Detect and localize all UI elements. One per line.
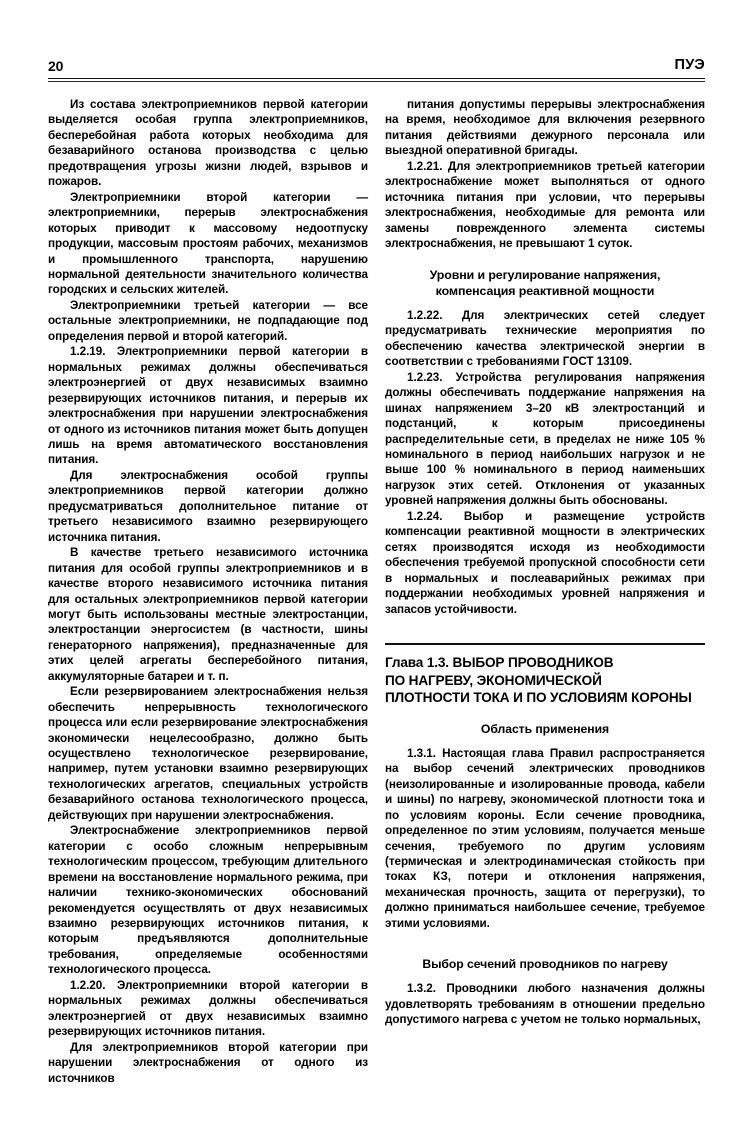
clause-text: Электроприемники второй категории в нормальных режимах должны обеспечиваться электроэнергией от двух независимых взаимно резервирующих источников питания. bbox=[48, 978, 368, 1039]
paragraph-clause-1-2-22 bbox=[385, 308, 705, 370]
right-column bbox=[385, 97, 705, 1077]
clause-number: 1.2.22. bbox=[407, 308, 443, 322]
clause-text: Настоящая глава Правил распространяется на выбор сечений электрических проводников (неизолированные и изолированные провода, кабели и шины) по нагреву, экономической плотности тока и по условиям короны. Если сечение проводника, определенное по этим условиям, получается меньше сечения, требуемого по другим условиям (термическая и электродинамическая стойкость при токах КЗ, потери и отклонения напряжения, механическая прочность, защита от перегрузки), то должно приниматься наибольшее сечение, требуемое этими условиями. bbox=[385, 746, 705, 930]
subheading-scope: Область применения bbox=[480, 721, 610, 736]
paragraph: Электроприемники второй категории — электроприемники, перерыв электроснабжения которых приводит к массовому недоотпуску продукции, массовым простоям рабочих, механизмов и промышленного транспорта, нарушению нормальной деятельности значительного количества городских и сельских жителей. bbox=[48, 190, 368, 297]
paragraph: Из состава электроприемников первой категории выделяется особая группа электроприемников, бесперебойная работа которых необходима для безаварийного останова производства с целью предотвращения угрозы жизни людей, взрывов и пожаров. bbox=[48, 98, 368, 189]
paragraph-clause-1-3-1 bbox=[385, 746, 705, 931]
clause-number: 1.3.1. bbox=[407, 746, 436, 760]
paragraph: Для электроснабжения особой группы электроприемников первой категории должно предусматриваться дополнительное питание от третьего независимого взаимно резервирующего источника питания. bbox=[48, 468, 368, 544]
header-rule bbox=[48, 78, 705, 82]
section-heading bbox=[385, 267, 705, 299]
clause-number: 1.2.19. bbox=[70, 345, 106, 359]
chapter-heading-line-1: Глава 1.3. ВЫБОР ПРОВОДНИКОВ bbox=[385, 655, 614, 670]
paragraph-clause-1-2-19 bbox=[48, 344, 368, 468]
paragraph-clause-1-2-20 bbox=[48, 978, 368, 1040]
paragraph: Если резервированием электроснабжения нельзя обеспечить непрерывность технологического процесса или если резервирование электроснабжения экономически нецелесообразно, должно быть осуществлено технологическое резервирование, например, путем установки взаимно резервирующих технологических агрегатов, специальных устройств безаварийного останова технологического процесса, действующих при нарушении электроснабжения. bbox=[48, 685, 368, 822]
clause-number: 1.2.20. bbox=[70, 978, 106, 992]
page-number: 20 bbox=[48, 57, 64, 74]
clause-number: 1.2.21. bbox=[407, 159, 443, 173]
paragraph: питания допустимы перерывы электроснабжения на время, необходимое для включения резервного питания действиями дежурного персонала или выездной оперативной бригады. bbox=[385, 98, 705, 158]
paragraph-clause-1-2-23 bbox=[385, 370, 705, 509]
clause-text: Для электроприемников третьей категории электроснабжение может выполняться от одного источника питания при условии, что перерывы электроснабжения, необходимые для ремонта или замены поврежденного элемента системы электроснабжения, не превышают 1 суток. bbox=[385, 159, 705, 251]
clause-text: Проводники любого назначения должны удовлетворять требованиям в отношении предельно допустимого нагрева с учетом не только нормальных, bbox=[385, 982, 705, 1027]
left-column bbox=[48, 97, 368, 1085]
chapter-heading-line-3: ПЛОТНОСТИ ТОКА И ПО УСЛОВИЯМ КОРОНЫ bbox=[385, 690, 692, 706]
chapter-divider-rule bbox=[385, 643, 705, 645]
paragraph: Электроприемники третьей категории — все остальные электроприемники, не подпадающие под определения первой и второй категорий. bbox=[48, 298, 368, 343]
clause-number: 1.2.23. bbox=[407, 370, 443, 384]
clause-text: Электроприемники первой категории в нормальных режимах должны обеспечиваться электроэнергией от двух независимых взаимно резервирующих источников питания, и перерыв их электроснабжения при нарушении электроснабжения от одного из источников питания может быть допущен лишь на время автоматического восстановления питания. bbox=[48, 345, 368, 467]
body-columns bbox=[48, 97, 705, 1085]
section-heading-line-2: компенсация реактивной мощности bbox=[435, 283, 655, 298]
paragraph: В качестве третьего независимого источника питания для особой группы электроприемников и в качестве второго независимого источника питания для остальных электроприемников первой категории могут быть использованы местные электростанции, электростанции энергосистем (в частности, шины генераторного напряжения), предназначенные для этих целей агрегаты бесперебойного питания, аккумуляторные батареи и т. п. bbox=[48, 546, 368, 683]
clause-number: 1.2.24. bbox=[407, 509, 443, 523]
paragraph-clause-1-3-2 bbox=[385, 981, 705, 1027]
clause-text: Устройства регулирования напряжения должны обеспечивать поддержание напряжения на шинах напряжением 3–20 кВ электростанций и подстанций, к которым присоединены распределительные сети, в пределах не ниже 105 % номинального в период наибольших нагрузок и не выше 100 % номинального в период наименьших нагрузок этих сетей. Отклонения от указанных уровней напряжения должны быть обоснованы. bbox=[385, 370, 705, 508]
document-title: ПУЭ bbox=[674, 57, 705, 73]
paragraph-clause-1-2-21 bbox=[385, 159, 705, 252]
clause-text: Для электрических сетей следует предусматривать технические мероприятия по обеспечению качества электрической энергии в соответствии с требованиями ГОСТ 13109. bbox=[385, 308, 705, 369]
chapter-heading bbox=[385, 654, 705, 707]
clause-number: 1.3.2. bbox=[407, 982, 436, 996]
section-heading-line-1: Уровни и регулирование напряжения, bbox=[429, 267, 661, 282]
paragraph-clause-1-2-24 bbox=[385, 509, 705, 617]
subheading-conductor-selection: Выбор сечений проводников по нагреву bbox=[422, 957, 668, 972]
clause-text: Выбор и размещение устройств компенсации реактивной мощности в электрических сетях производятся исходя из необходимости обеспечения требуемой пропускной способности сети в нормальных и послеаварийных режимах при поддержании необходимых уровней напряжения и запасов устойчивости. bbox=[385, 509, 705, 616]
running-head bbox=[48, 58, 705, 73]
chapter-heading-block bbox=[385, 643, 705, 707]
chapter-heading-line-2: ПО НАГРЕВУ, ЭКОНОМИЧЕСКОЙ bbox=[385, 672, 602, 688]
paragraph: Электроснабжение электроприемников первой категории с особо сложным непрерывным технологическим процессом, требующим длительного времени на восстановление нормального режима, при наличии технико-экономических обоснований рекомендуется осуществлять от двух независимых взаимно резервирующих источников питания, к которым предъявляются дополнительные требования, определяемые особенностями технологического процесса. bbox=[48, 824, 368, 977]
paragraph: Для электроприемников второй категории при нарушении электроснабжения от одного из источников bbox=[48, 1040, 368, 1085]
